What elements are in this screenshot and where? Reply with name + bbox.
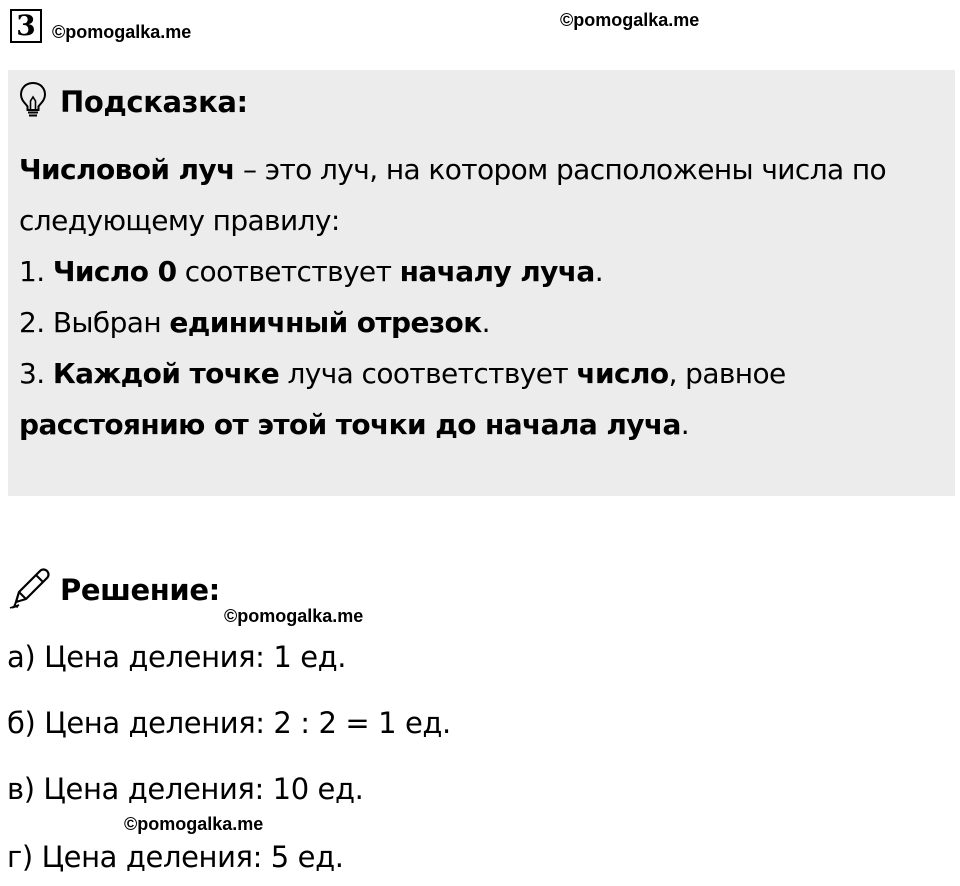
hint-text bbox=[19, 144, 949, 450]
hint-line-4: 2. Выбран единичный отрезок. bbox=[19, 306, 490, 339]
answer-c: в) Цена деления: 10 ед. bbox=[7, 772, 364, 806]
lightbulb-icon bbox=[18, 81, 48, 123]
watermark: ©pomogalka.me bbox=[224, 606, 364, 626]
hint-heading bbox=[18, 82, 248, 122]
hint-line-5: 3. Каждой точке луча соответствует число, равное bbox=[19, 357, 786, 390]
task-number-badge: 3 bbox=[10, 9, 42, 43]
answer-b: б) Цена деления: 2 : 2 = 1 ед. bbox=[7, 706, 451, 740]
solution-heading bbox=[8, 568, 220, 612]
solution-title: Решение: bbox=[60, 573, 220, 607]
term-number-ray: Числовой луч bbox=[19, 153, 235, 186]
hint-title: Подсказка: bbox=[60, 85, 248, 119]
hint-line-2: следующему правилу: bbox=[19, 204, 340, 237]
answer-d: г) Цена деления: 5 ед. bbox=[7, 840, 344, 874]
watermark: ©pomogalka.me bbox=[560, 10, 700, 30]
hint-line-1: Числовой луч – это луч, на котором расположены числа по bbox=[19, 153, 887, 186]
watermark: ©pomogalka.me bbox=[52, 22, 192, 42]
pencil-icon bbox=[8, 566, 52, 614]
watermark: ©pomogalka.me bbox=[124, 814, 264, 834]
hint-line-3: 1. Число 0 соответствует началу луча. bbox=[19, 255, 604, 288]
answer-a: а) Цена деления: 1 ед. bbox=[7, 640, 347, 674]
hint-line-6: расстоянию от этой точки до начала луча. bbox=[19, 408, 690, 441]
